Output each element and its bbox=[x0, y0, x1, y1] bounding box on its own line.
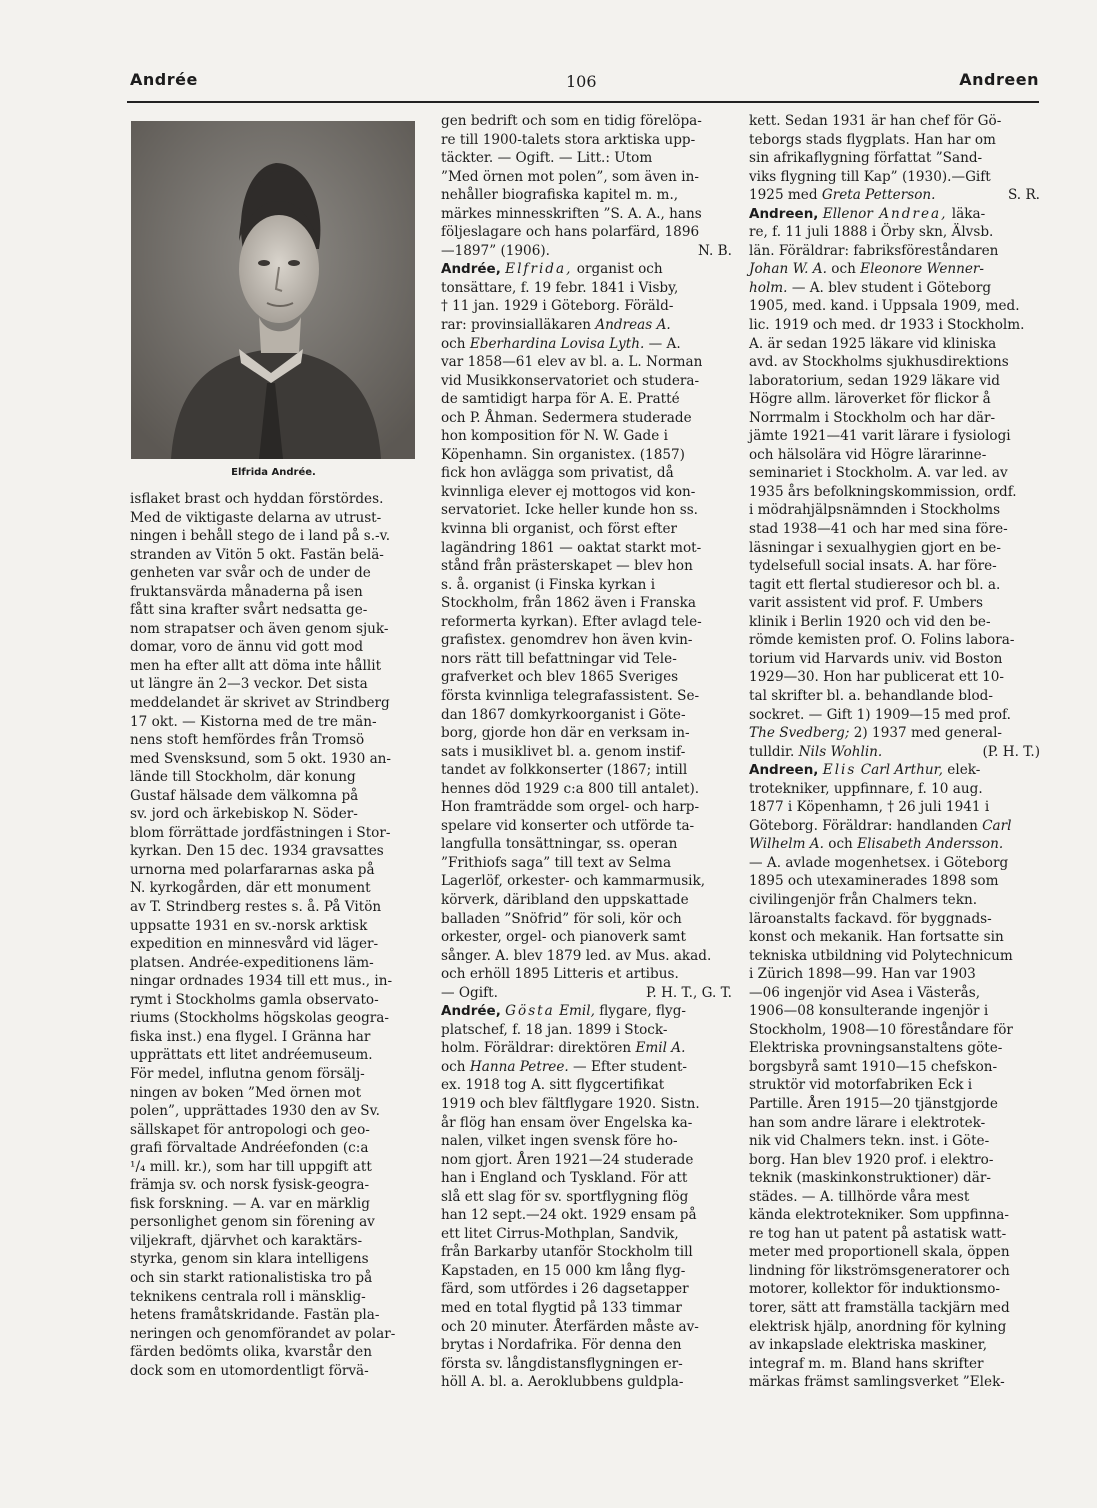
text-line: 1906—08 konsulterande ingenjör i bbox=[749, 1003, 989, 1020]
text-line: tulldir. Nils Wohlin. (P. H. T.) bbox=[749, 743, 1040, 760]
text-line: uppsatte 1931 en sv.-norsk arktisk bbox=[130, 917, 368, 934]
text-line: viks flygning till Kap” (1930).—Gift bbox=[749, 168, 991, 185]
text-line: rymt i Stockholms gamla observato- bbox=[130, 991, 379, 1008]
text-line: första sv. långdistansflygningen er- bbox=[441, 1355, 683, 1372]
text-line: ett litet Cirrus-Mothplan, Sandvik, bbox=[441, 1225, 679, 1242]
text-line: men ha efter allt att döma inte hållit bbox=[130, 657, 382, 674]
text-line: civilingenjör från Chalmers tekn. bbox=[749, 891, 978, 908]
text-line: borg, gjorde hon där en verksam in- bbox=[441, 725, 690, 742]
text-line: nens stoft hemfördes från Tromsö bbox=[130, 732, 365, 749]
text-line: neringen och genomförandet av polar- bbox=[130, 1325, 396, 1342]
text-line: tal skrifter bl. a. behandlande blod- bbox=[749, 687, 993, 704]
text-line: isflaket brast och hyddan förstördes. bbox=[130, 491, 384, 507]
text-line: borgsbyrå samt 1910—15 chefskon- bbox=[749, 1058, 998, 1075]
text-line: seminariet i Stockholm. A. var led. av bbox=[749, 465, 1008, 482]
text-line: och 20 minuter. Återfärden måste av- bbox=[441, 1318, 699, 1335]
text-line: lic. 1919 och med. dr 1933 i Stockholm. bbox=[749, 317, 1025, 334]
text-line: nehåller biografiska kapitel m. m., bbox=[441, 187, 679, 204]
text-line: platschef, f. 18 jan. 1899 i Stock- bbox=[441, 1021, 668, 1038]
text-line: A. är sedan 1925 läkare vid kliniska bbox=[749, 335, 997, 352]
text-line: han 12 sept.—24 okt. 1929 ensam på bbox=[441, 1207, 697, 1224]
text-line: läsningar i sexualhygien gjort en be- bbox=[749, 539, 1001, 556]
text-line: platsen. Andrée-expeditionens läm- bbox=[130, 954, 374, 971]
text-line: gen bedrift och som en tidig förelöpa- bbox=[441, 113, 702, 129]
text-line: Högre allm. läroverket för flickor å bbox=[749, 391, 991, 408]
text-line: i Zürich 1898—99. Han var 1903 bbox=[749, 966, 976, 983]
text-line: och erhöll 1895 Litteris et artibus. bbox=[441, 966, 679, 983]
text-line: integraf m. m. Bland hans skrifter bbox=[749, 1355, 984, 1372]
text-line: ningar ordnades 1934 till ett mus., in- bbox=[130, 973, 393, 990]
text-line: styrka, genom sin klara intelligens bbox=[130, 1251, 369, 1268]
text-line: N. kyrkogården, där ett monument bbox=[130, 880, 371, 897]
text-line: Partille. Åren 1915—20 tjänstgjorde bbox=[749, 1095, 998, 1112]
text-line: langfulla tonsättningar, ss. operan bbox=[441, 836, 678, 853]
text-line: år flög han ensam över Engelska ka- bbox=[441, 1114, 693, 1131]
text-line: orkester, orgel- och pianoverk samt bbox=[441, 929, 686, 946]
text-line: konst och mekanik. Han fortsatte sin bbox=[749, 929, 1004, 946]
text-line: 1925 med Greta Petterson. S. R. bbox=[749, 187, 1040, 204]
text-line: polen”, upprättades 1930 den av Sv. bbox=[130, 1103, 381, 1120]
text-line: av inkapslade elektriska maskiner, bbox=[749, 1337, 988, 1354]
text-line: vid Musikkonservatoriet och studera- bbox=[441, 372, 700, 389]
text-line: struktör vid motorfabriken Eck i bbox=[749, 1077, 973, 1094]
text-line: och Hanna Petree. — Efter student- bbox=[441, 1058, 688, 1075]
text-line: tonsättare, f. 19 febr. 1841 i Visby, bbox=[441, 279, 679, 296]
text-line: och hälsolära vid Högre lärarinne- bbox=[749, 446, 987, 463]
header-rule bbox=[127, 101, 1039, 103]
text-line: hetens framåtskridande. Fastän pla- bbox=[130, 1307, 380, 1324]
text-line: The Svedberg; 2) 1937 med general- bbox=[749, 725, 1003, 742]
text-line: riums (Stockholms högskolas geogra- bbox=[130, 1010, 389, 1027]
text-line: täckter. — Ogift. — Litt.: Utom bbox=[441, 150, 653, 167]
text-line: motorer, kollektor för induktionsmo- bbox=[749, 1281, 1000, 1298]
text-line: domar, voro de ännu vid gott mod bbox=[130, 639, 364, 656]
text-line: de samtidigt harpa för A. E. Pratté bbox=[441, 391, 680, 408]
entry-elfrida: Andrée, Elfrida, organist och bbox=[441, 261, 663, 278]
text-line: 1935 års befolkningskommission, ordf. bbox=[749, 483, 1017, 500]
entry-given-name: Gösta bbox=[505, 1003, 555, 1020]
text-line: första kvinnliga telegrafassistent. Se- bbox=[441, 687, 700, 704]
text-line: fisk forskning. — A. var en märklig bbox=[130, 1195, 370, 1212]
portrait-photo bbox=[131, 121, 415, 459]
text-line: och sin starkt rationalistiska tro på bbox=[130, 1269, 373, 1286]
text-line: nom gjort. Åren 1921—24 studerade bbox=[441, 1151, 694, 1168]
text-line: Göteborg. Föräldrar: handlanden Carl bbox=[749, 817, 1012, 834]
text-line: tagit ett flertal studieresor och bl. a. bbox=[749, 576, 1001, 593]
text-line: läroanstalts fackavd. för byggnads- bbox=[749, 910, 992, 927]
text-line: 17 okt. — Kistorna med de tre män- bbox=[130, 713, 377, 730]
text-line: Norrmalm i Stockholm och har där- bbox=[749, 409, 996, 426]
text-line: han som andre lärare i elektrotek- bbox=[749, 1114, 986, 1131]
text-line: med Svensksund, som 5 okt. 1930 an- bbox=[130, 750, 392, 767]
text-line: torium vid Harvards univ. vid Boston bbox=[749, 650, 1003, 667]
text-line: 1877 i Köpenhamn, † 26 juli 1941 i bbox=[749, 799, 990, 816]
text-line: med en total flygtid på 133 timmar bbox=[441, 1300, 682, 1316]
text-line: han i England och Tyskland. För att bbox=[441, 1170, 688, 1187]
text-line: och Eberhardina Lovisa Lyth. — A. bbox=[441, 335, 681, 352]
text-line: re, f. 11 juli 1888 i Örby skn, Älvsb. bbox=[749, 224, 994, 241]
text-line: från Barkarby utanför Stockholm till bbox=[441, 1244, 693, 1261]
entry-headword: Andreen, bbox=[749, 205, 819, 222]
text-line: holm. Föräldrar: direktören Emil A. bbox=[441, 1040, 686, 1057]
text-line: fiska inst.) ena flygel. I Gränna har bbox=[130, 1028, 371, 1045]
text-line: län. Föräldrar: fabriksföreståndaren bbox=[749, 242, 999, 259]
text-line: Elektriska provningsanstaltens göte- bbox=[749, 1040, 1003, 1057]
text-line: Wilhelm A. och Elisabeth Andersson. bbox=[749, 836, 1004, 853]
entry-headword: Andrée, bbox=[441, 1003, 501, 1020]
text-line: sats i musiklivet bl. a. genom instif- bbox=[441, 743, 686, 760]
text-line: re till 1900-talets stora arktiska upp- bbox=[441, 131, 696, 148]
author-signature: N. B. bbox=[698, 242, 732, 259]
text-line: tekniska utbildning vid Polytechnicum bbox=[749, 947, 1013, 964]
text-line: — A. avlade mogenhetsex. i Göteborg bbox=[749, 854, 1009, 871]
text-line: rar: provinsialläkaren Andreas A. bbox=[441, 317, 671, 334]
text-line: expedition en minnesvård vid läger- bbox=[130, 936, 379, 953]
text-line: kända elektrotekniker. Som uppfinna- bbox=[749, 1207, 1009, 1224]
text-line: avd. av Stockholms sjukhusdirektions bbox=[749, 354, 1009, 371]
photo-caption: Elfrida Andrée. bbox=[231, 467, 316, 478]
text-line: sv. jord och ärkebiskop N. Söder- bbox=[130, 806, 358, 823]
entry-given-name: Ellenor bbox=[822, 205, 873, 222]
text-line: och P. Åhman. Sedermera studerade bbox=[441, 409, 692, 426]
column-2 bbox=[441, 112, 732, 1392]
text-line: balladen ”Snöfrid” för soli, kör och bbox=[441, 910, 682, 927]
text-line: märkas främst samlingsverket ”Elek- bbox=[749, 1374, 1005, 1391]
entry-headword: Andrée, bbox=[441, 261, 501, 278]
text-line: Köpenhamn. Sin organistex. (1857) bbox=[441, 446, 685, 463]
text-line: trotekniker, uppfinnare, f. 10 aug. bbox=[749, 780, 983, 797]
text-line: stranden av Vitön 5 okt. Fastän belä- bbox=[130, 546, 384, 563]
text-line: nik vid Chalmers tekn. inst. i Göte- bbox=[749, 1133, 990, 1150]
text-line: laboratorium, sedan 1929 läkare vid bbox=[749, 372, 1000, 389]
text-line: För medel, influtna genom försälj- bbox=[130, 1065, 365, 1082]
text-line: följeslagare och hans polarfärd, 1896 bbox=[441, 224, 700, 241]
text-line: meter med proportionell skala, öppen bbox=[749, 1244, 1010, 1261]
text-line: stad 1938—41 och har med sina före- bbox=[749, 521, 1008, 538]
text-line: tydelsefull social insats. A. har före- bbox=[749, 558, 997, 575]
text-line: lände till Stockholm, där konung bbox=[130, 769, 356, 786]
text-line: märkes minnesskriften ”S. A. A., hans bbox=[441, 205, 702, 222]
text-line: 1919 och blev fältflygare 1920. Sistn. bbox=[441, 1095, 700, 1112]
entry-given-name: Elis bbox=[822, 762, 857, 779]
author-signature: (P. H. T.) bbox=[982, 743, 1040, 760]
text-line: teknik (maskinkonstruktioner) där- bbox=[749, 1170, 991, 1187]
text-line: meddelandet är skrivet av Strindberg bbox=[130, 695, 390, 712]
text-line: ut längre än 2—3 veckor. Det sista bbox=[130, 676, 368, 693]
text-line: nom strapatser och även genom sjuk- bbox=[130, 620, 389, 637]
text-line: — Ogift. P. H. T., G. T. bbox=[441, 984, 732, 1001]
text-line: höll A. bl. a. Aeroklubbens guldpla- bbox=[441, 1374, 684, 1391]
entry-ellenor: Andreen, Ellenor Andrea, läka- bbox=[749, 205, 986, 222]
text-line: urnorna med polarfararnas aska på bbox=[130, 861, 375, 878]
text-line: färden bedömts olika, kvarstår den bbox=[130, 1344, 372, 1361]
text-line: lagändring 1861 — oaktat starkt mot- bbox=[441, 539, 702, 556]
text-line: körverk, däribland den uppskattade bbox=[441, 891, 689, 908]
text-line: ¹/₄ mill. kr.), som har till uppgift att bbox=[130, 1158, 372, 1175]
text-line: i mödrahjälpsnämnden i Stockholms bbox=[749, 502, 1001, 519]
text-line: genheten var svår och de under de bbox=[130, 565, 371, 582]
text-line: kvinnliga elever ej mottogos vid kon- bbox=[441, 483, 696, 500]
text-line: —1897” (1906). N. B. bbox=[441, 242, 732, 259]
author-signature: P. H. T., G. T. bbox=[646, 984, 732, 1001]
running-head-right: Andreen bbox=[959, 70, 1039, 89]
text-line: grafverket och blev 1865 Sveriges bbox=[441, 669, 679, 686]
text-line: nalen, vilket ingen svensk före ho- bbox=[441, 1133, 678, 1150]
text-line: teknikens centrala roll i mänsklig- bbox=[130, 1288, 366, 1305]
text-line: stånd från prästerskapet — blev hon bbox=[441, 558, 693, 575]
text-line: kyrkan. Den 15 dec. 1934 gravsattes bbox=[130, 843, 384, 860]
text-line: sockret. — Gift 1) 1909—15 med prof. bbox=[749, 706, 1011, 723]
text-line: holm. — A. blev student i Göteborg bbox=[749, 279, 992, 296]
text-line: främja sv. och norsk fysisk-geogra- bbox=[130, 1177, 370, 1194]
text-line: ex. 1918 tog A. sitt flygcertifikat bbox=[441, 1077, 665, 1094]
text-line: Gustaf hälsade dem välkomna på bbox=[130, 787, 359, 804]
text-line: fått sina krafter svårt nedsatta ge- bbox=[130, 602, 368, 619]
text-line: ”Med örnen mot polen”, som även in- bbox=[441, 168, 699, 185]
text-line: servatoriet. Icke heller kunde hon ss. bbox=[441, 502, 698, 519]
text-line: Johan W. A. och Eleonore Wenner- bbox=[749, 261, 985, 278]
text-line: 1895 och utexaminerades 1898 som bbox=[749, 873, 999, 890]
text-line: lindning för likströmsgeneratorer och bbox=[749, 1262, 1010, 1279]
text-line: borg. Han blev 1920 prof. i elektro- bbox=[749, 1151, 994, 1168]
text-line: teborgs stads flygplats. Han har om bbox=[749, 131, 996, 148]
text-line: grafistex. genomdrev hon även kvin- bbox=[441, 632, 693, 649]
text-line: Hon framträdde som orgel- och harp- bbox=[441, 799, 700, 816]
text-line: färd, som utfördes i 26 dagsetapper bbox=[441, 1281, 689, 1298]
running-head-left: Andrée bbox=[130, 70, 198, 89]
text-line: sällskapet för antropologi och geo- bbox=[130, 1121, 370, 1138]
text-line: Med de viktigaste delarna av utrust- bbox=[130, 509, 382, 526]
text-line: sin afrikaflygning författat ”Sand- bbox=[749, 150, 983, 167]
text-line: fick hon avlägga som privatist, då bbox=[441, 465, 674, 482]
text-line: av T. Strindberg restes s. å. På Vitön bbox=[130, 899, 382, 916]
text-line: re tog han ut patent på astatisk watt- bbox=[749, 1225, 1007, 1242]
text-line: sånger. A. blev 1879 led. av Mus. akad. bbox=[441, 947, 712, 964]
text-line: ”Frithiofs saga” till text av Selma bbox=[441, 854, 672, 871]
text-line: Lagerlöf, orkester- och kammarmusik, bbox=[441, 873, 706, 890]
text-line: hon komposition för N. W. Gade i bbox=[441, 428, 668, 445]
text-line: jämte 1921—41 varit lärare i fysiologi bbox=[749, 428, 1011, 445]
text-line: ningen av boken ”Med örnen mot bbox=[130, 1084, 362, 1101]
text-line: dock som en utomordentligt förvä- bbox=[130, 1362, 369, 1379]
text-line: kvinna bli organist, och först efter bbox=[441, 521, 678, 538]
text-line: 1905, med. kand. i Uppsala 1909, med. bbox=[749, 298, 1020, 315]
text-line: klinik i Berlin 1920 och vid den be- bbox=[749, 613, 991, 630]
column-3 bbox=[749, 112, 1040, 1392]
text-line: slå ett slag för sv. sportflygning flög bbox=[441, 1188, 689, 1205]
text-line: torer, sätt att framställa tackjärn med bbox=[749, 1300, 1010, 1316]
text-line: varit assistent vid prof. F. Umbers bbox=[749, 595, 983, 612]
text-line: ningen i behåll stego de i land på s.-v. bbox=[130, 528, 391, 545]
text-line: —06 ingenjör vid Asea i Västerås, bbox=[749, 984, 981, 1001]
text-line: dan 1867 domkyrkoorganist i Göte- bbox=[441, 706, 686, 723]
text-line: viljekraft, djärvhet och karaktärs- bbox=[130, 1232, 363, 1249]
text-line: grafi förvaltade Andréefonden (c:a bbox=[130, 1140, 369, 1157]
text-line: reformerta kyrkan). Efter avlagd tele- bbox=[441, 613, 702, 630]
entry-gosta: Andrée, Gösta Emil, flygare, flyg- bbox=[441, 1003, 687, 1020]
text-line: kett. Sedan 1931 är han chef för Gö- bbox=[749, 113, 1002, 129]
entry-given-name: Elfrida, bbox=[505, 261, 573, 278]
text-line: römde kemisten prof. O. Folins labora- bbox=[749, 632, 1015, 649]
column-1 bbox=[130, 490, 422, 1380]
text-line: städes. — A. tillhörde våra mest bbox=[749, 1188, 970, 1205]
text-line: personlighet genom sin förening av bbox=[130, 1214, 375, 1231]
text-line: † 11 jan. 1929 i Göteborg. Föräld- bbox=[441, 298, 674, 315]
text-line: Stockholm, från 1862 även i Franska bbox=[441, 595, 696, 612]
author-signature: S. R. bbox=[1007, 187, 1040, 204]
text-line: s. å. organist (i Finska kyrkan i bbox=[441, 576, 656, 593]
page-number: 106 bbox=[566, 72, 597, 91]
text-line: Stockholm, 1908—10 föreståndare för bbox=[749, 1021, 1013, 1038]
entry-headword: Andreen, bbox=[749, 762, 819, 779]
text-line: spelare vid konserter och utförde ta- bbox=[441, 817, 695, 834]
text-line: var 1858—61 elev av bl. a. L. Norman bbox=[441, 354, 703, 371]
text-line: upprättats ett litet andréemuseum. bbox=[130, 1047, 373, 1064]
text-line: 1929—30. Hon har publicerat ett 10- bbox=[749, 669, 1005, 686]
entry-elis: Andreen, Elis Carl Arthur, elek- bbox=[749, 762, 981, 779]
text-line: blom förrättade jordfästningen i Stor- bbox=[130, 824, 391, 841]
text-line: Kapstaden, en 15 000 km lång flyg- bbox=[441, 1262, 686, 1279]
text-line: elektrisk hjälp, anordning för kylning bbox=[749, 1318, 1007, 1335]
text-line: hennes död 1929 c:a 800 till antalet). bbox=[441, 780, 700, 797]
text-line: tandet av folkkonserter (1867; intill bbox=[441, 762, 688, 779]
text-line: nors rätt till befattningar vid Tele- bbox=[441, 650, 677, 667]
text-line: fruktansvärda månaderna på isen bbox=[130, 583, 363, 600]
text-line: brytas i Nordafrika. För denna den bbox=[441, 1337, 682, 1354]
